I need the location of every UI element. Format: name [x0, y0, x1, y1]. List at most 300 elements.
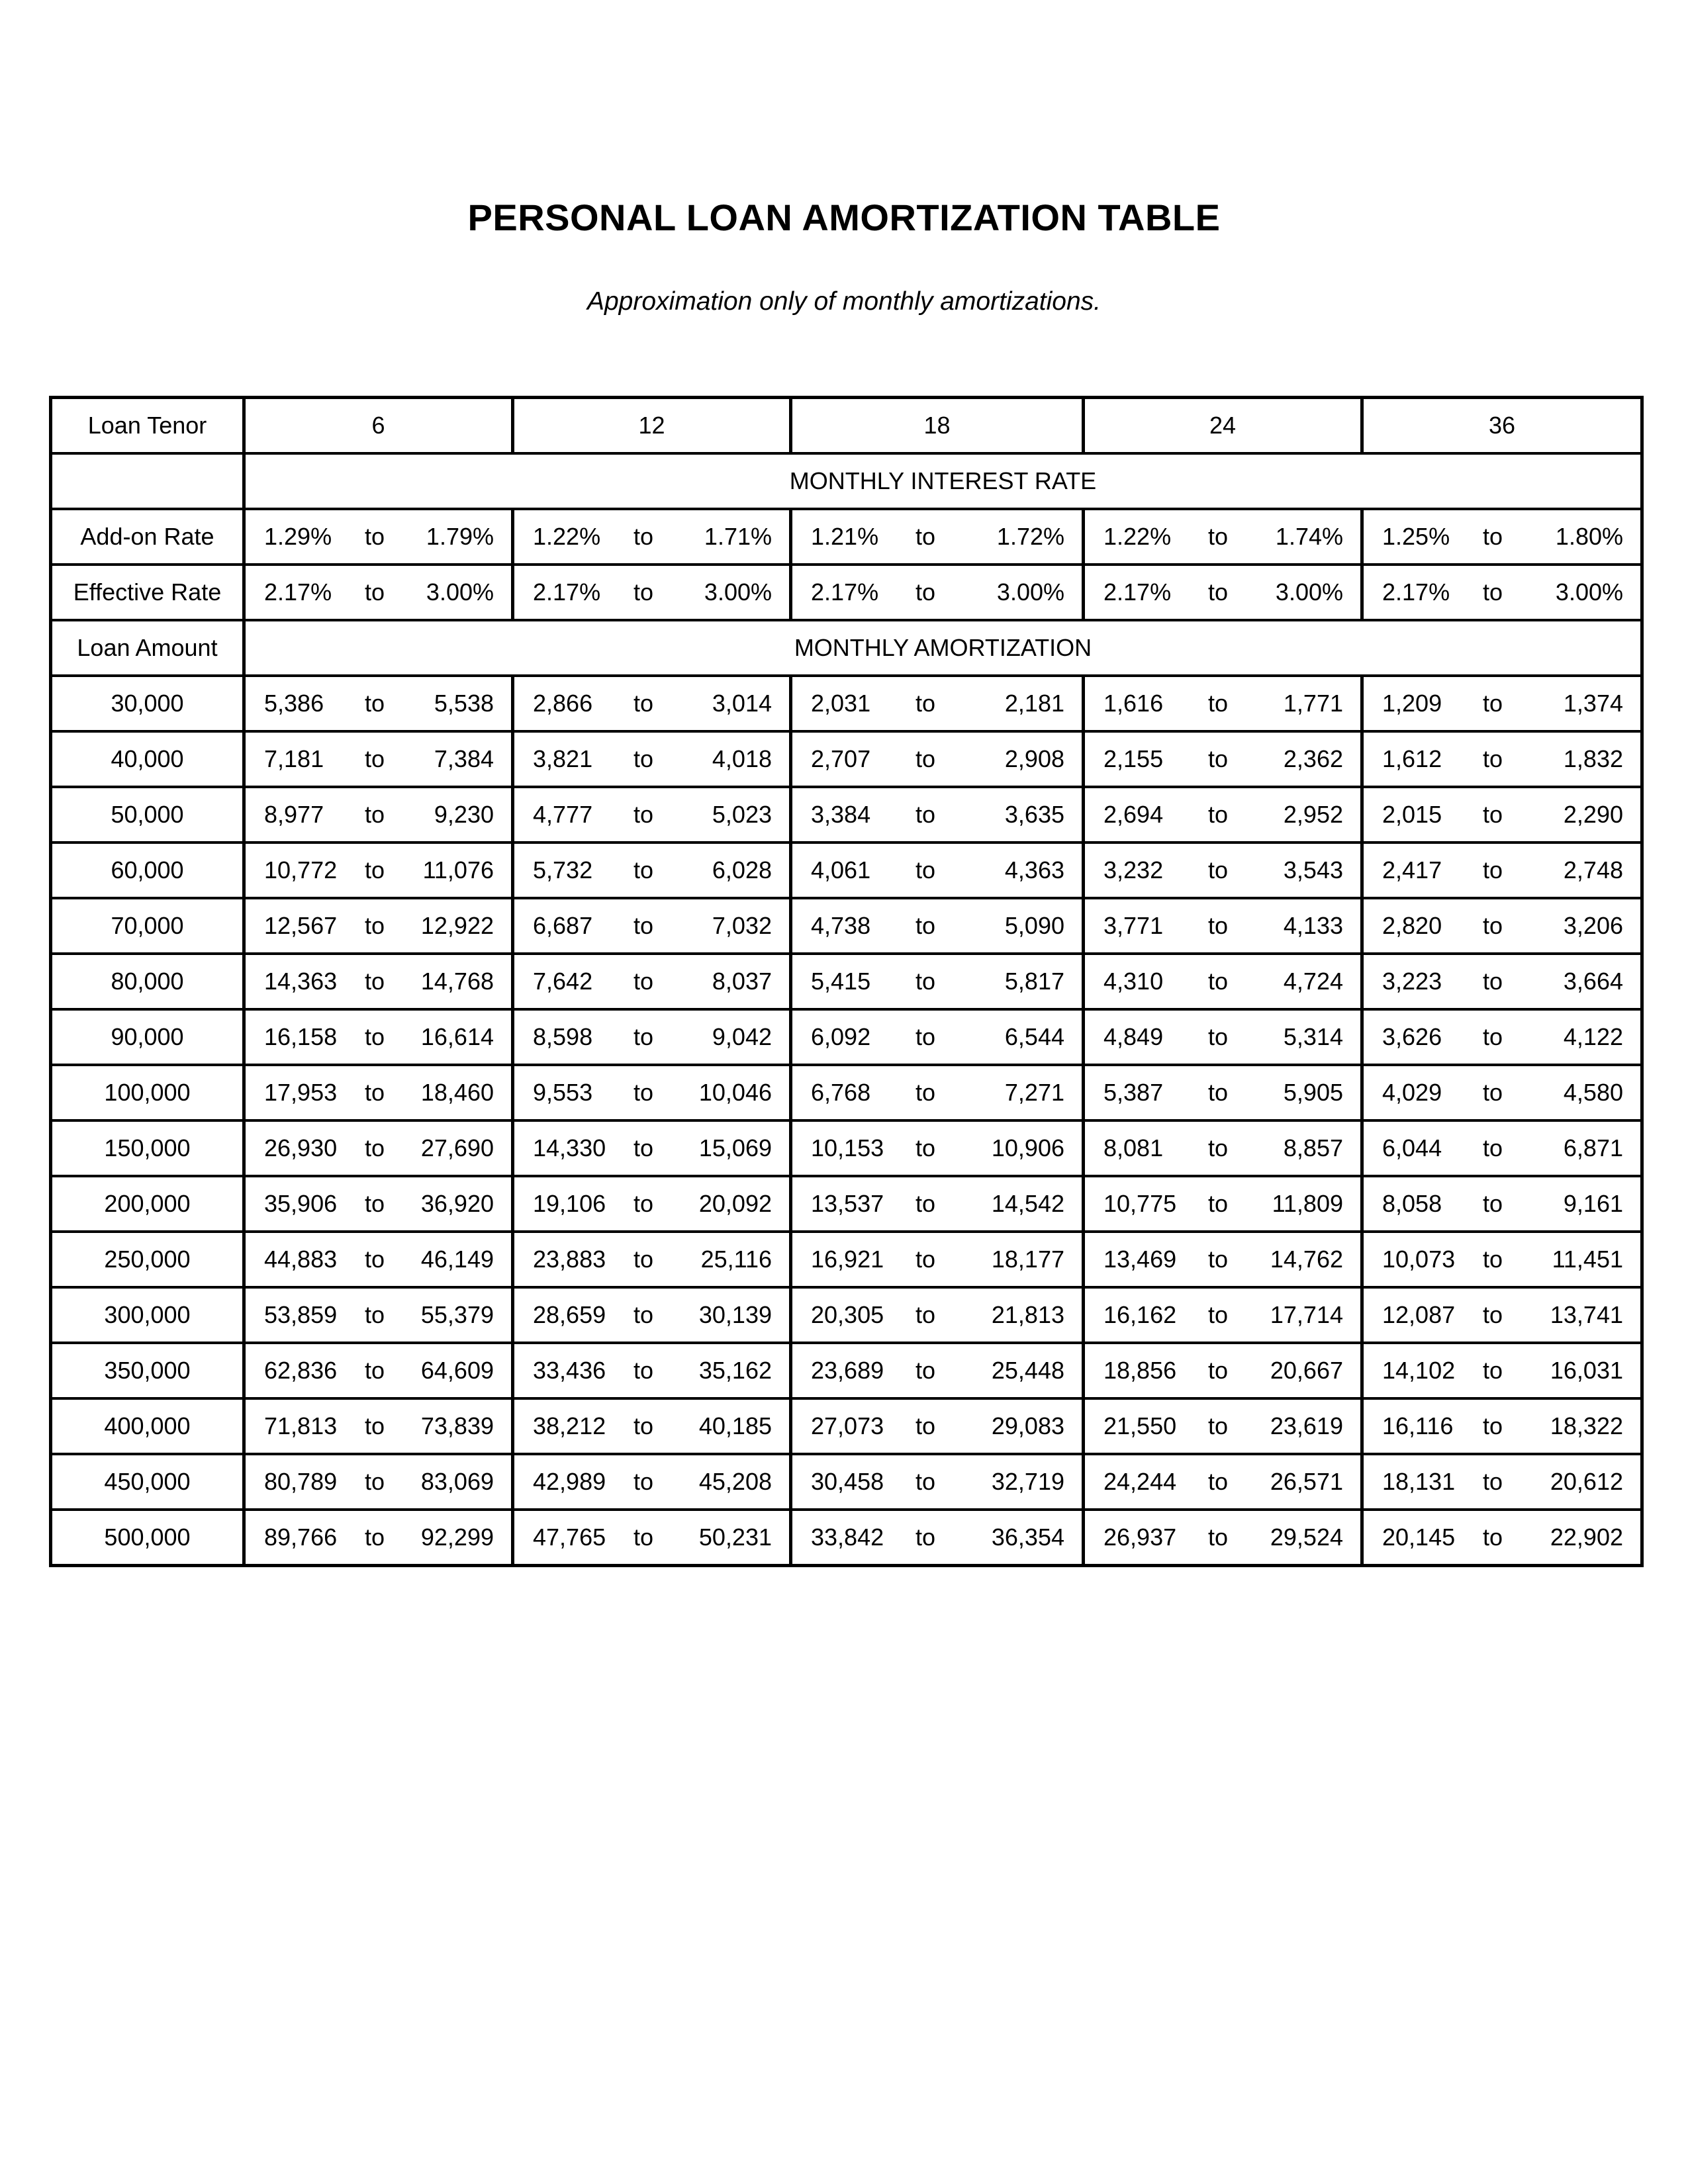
range-high: 25,448: [948, 1343, 1084, 1398]
range-separator: to: [622, 676, 666, 731]
range-high: 3,014: [666, 676, 791, 731]
range-high: 5,538: [397, 676, 513, 731]
loan-amount: 60,000: [51, 842, 244, 898]
range-separator: to: [353, 1232, 397, 1287]
blank-cell: [51, 453, 244, 509]
range-separator: to: [622, 1176, 666, 1232]
range-high: 30,139: [666, 1287, 791, 1343]
document-title: PERSONAL LOAN AMORTIZATION TABLE: [467, 197, 1221, 238]
range-separator: to: [904, 1232, 948, 1287]
range-separator: to: [1196, 731, 1241, 787]
range-low: 2.17%: [513, 565, 622, 620]
range-separator: to: [1196, 1510, 1241, 1566]
range-low: 62,836: [244, 1343, 353, 1398]
range-high: 4,018: [666, 731, 791, 787]
loan-amount: 450,000: [51, 1454, 244, 1510]
range-low: 3,821: [513, 731, 622, 787]
range-separator: to: [622, 1287, 666, 1343]
range-low: 19,106: [513, 1176, 622, 1232]
range-separator: to: [353, 731, 397, 787]
interest-section-label: MONTHLY INTEREST RATE: [244, 453, 1642, 509]
loan-amount: 400,000: [51, 1398, 244, 1454]
range-low: 13,469: [1084, 1232, 1196, 1287]
range-high: 50,231: [666, 1510, 791, 1566]
range-separator: to: [1196, 1398, 1241, 1454]
loan-amount: 90,000: [51, 1009, 244, 1065]
range-high: 29,524: [1241, 1510, 1362, 1566]
range-separator: to: [1196, 1120, 1241, 1176]
range-separator: to: [1471, 898, 1515, 954]
range-low: 3,232: [1084, 842, 1196, 898]
range-low: 1.25%: [1362, 509, 1471, 565]
range-separator: to: [1471, 565, 1515, 620]
range-high: 36,354: [948, 1510, 1084, 1566]
range-separator: to: [622, 509, 666, 565]
range-separator: to: [622, 1398, 666, 1454]
range-high: 3,635: [948, 787, 1084, 842]
range-separator: to: [1196, 842, 1241, 898]
interest-section-row: [51, 453, 1642, 509]
range-separator: to: [353, 954, 397, 1009]
range-high: 14,768: [397, 954, 513, 1009]
range-high: 1.80%: [1515, 509, 1642, 565]
range-high: 5,314: [1241, 1009, 1362, 1065]
loan-amount-row: [51, 1287, 1642, 1343]
range-high: 11,451: [1515, 1232, 1642, 1287]
range-separator: to: [1471, 1176, 1515, 1232]
range-separator: to: [904, 787, 948, 842]
range-high: 40,185: [666, 1398, 791, 1454]
loan-amount: 250,000: [51, 1232, 244, 1287]
range-separator: to: [1471, 1343, 1515, 1398]
range-low: 89,766: [244, 1510, 353, 1566]
range-high: 10,906: [948, 1120, 1084, 1176]
add-on-rate-row: [51, 509, 1642, 565]
range-low: 28,659: [513, 1287, 622, 1343]
range-separator: to: [1471, 842, 1515, 898]
range-separator: to: [904, 565, 948, 620]
loan-amount-row: [51, 898, 1642, 954]
range-low: 2.17%: [1362, 565, 1471, 620]
document-subtitle: Approximation only of monthly amortizations.: [586, 287, 1102, 316]
range-separator: to: [1471, 1065, 1515, 1120]
range-low: 80,789: [244, 1454, 353, 1510]
range-high: 18,322: [1515, 1398, 1642, 1454]
range-high: 3.00%: [1515, 565, 1642, 620]
range-low: 1,209: [1362, 676, 1471, 731]
range-separator: to: [1196, 509, 1241, 565]
range-separator: to: [1471, 676, 1515, 731]
range-low: 33,436: [513, 1343, 622, 1398]
loan-amount-row: [51, 842, 1642, 898]
range-high: 3.00%: [1241, 565, 1362, 620]
range-high: 11,076: [397, 842, 513, 898]
range-low: 5,732: [513, 842, 622, 898]
range-separator: to: [1196, 1065, 1241, 1120]
range-separator: to: [904, 676, 948, 731]
range-high: 4,724: [1241, 954, 1362, 1009]
range-separator: to: [353, 1065, 397, 1120]
range-low: 23,883: [513, 1232, 622, 1287]
range-low: 7,181: [244, 731, 353, 787]
range-separator: to: [904, 1510, 948, 1566]
range-high: 3.00%: [666, 565, 791, 620]
tenor-header: 12: [513, 398, 791, 454]
range-low: 10,775: [1084, 1176, 1196, 1232]
range-low: 18,131: [1362, 1454, 1471, 1510]
range-high: 16,031: [1515, 1343, 1642, 1398]
range-separator: to: [1471, 1454, 1515, 1510]
range-high: 1.71%: [666, 509, 791, 565]
range-separator: to: [353, 787, 397, 842]
range-high: 11,809: [1241, 1176, 1362, 1232]
range-separator: to: [353, 509, 397, 565]
range-high: 46,149: [397, 1232, 513, 1287]
range-low: 5,386: [244, 676, 353, 731]
tenor-label: Loan Tenor: [51, 398, 244, 454]
range-low: 8,977: [244, 787, 353, 842]
range-low: 20,305: [791, 1287, 904, 1343]
range-separator: to: [1471, 1120, 1515, 1176]
range-high: 2,952: [1241, 787, 1362, 842]
range-separator: to: [622, 1232, 666, 1287]
range-low: 5,387: [1084, 1065, 1196, 1120]
range-low: 16,116: [1362, 1398, 1471, 1454]
range-low: 6,687: [513, 898, 622, 954]
loan-amount: 150,000: [51, 1120, 244, 1176]
range-separator: to: [904, 1287, 948, 1343]
range-high: 13,741: [1515, 1287, 1642, 1343]
range-high: 16,614: [397, 1009, 513, 1065]
range-high: 9,042: [666, 1009, 791, 1065]
range-low: 2.17%: [244, 565, 353, 620]
range-low: 12,087: [1362, 1287, 1471, 1343]
range-high: 3,206: [1515, 898, 1642, 954]
range-high: 7,384: [397, 731, 513, 787]
range-separator: to: [904, 1454, 948, 1510]
loan-amount-row: [51, 1065, 1642, 1120]
loan-amount-row: [51, 1454, 1642, 1510]
range-high: 1.79%: [397, 509, 513, 565]
range-low: 2,155: [1084, 731, 1196, 787]
range-high: 83,069: [397, 1454, 513, 1510]
range-separator: to: [622, 731, 666, 787]
range-high: 36,920: [397, 1176, 513, 1232]
range-low: 30,458: [791, 1454, 904, 1510]
range-separator: to: [353, 1176, 397, 1232]
range-low: 6,092: [791, 1009, 904, 1065]
range-high: 26,571: [1241, 1454, 1362, 1510]
range-separator: to: [1471, 731, 1515, 787]
range-separator: to: [622, 565, 666, 620]
loan-amount: 350,000: [51, 1343, 244, 1398]
range-high: 20,092: [666, 1176, 791, 1232]
range-separator: to: [904, 1065, 948, 1120]
range-low: 10,153: [791, 1120, 904, 1176]
range-low: 27,073: [791, 1398, 904, 1454]
range-low: 14,363: [244, 954, 353, 1009]
range-high: 5,023: [666, 787, 791, 842]
range-low: 3,771: [1084, 898, 1196, 954]
range-high: 12,922: [397, 898, 513, 954]
loan-amount-row: [51, 1510, 1642, 1566]
range-high: 5,905: [1241, 1065, 1362, 1120]
range-high: 2,908: [948, 731, 1084, 787]
range-low: 16,921: [791, 1232, 904, 1287]
range-high: 4,580: [1515, 1065, 1642, 1120]
range-low: 18,856: [1084, 1343, 1196, 1398]
range-separator: to: [353, 565, 397, 620]
range-separator: to: [622, 842, 666, 898]
range-low: 13,537: [791, 1176, 904, 1232]
range-low: 17,953: [244, 1065, 353, 1120]
range-separator: to: [1471, 1510, 1515, 1566]
range-high: 1.74%: [1241, 509, 1362, 565]
range-low: 4,777: [513, 787, 622, 842]
range-high: 29,083: [948, 1398, 1084, 1454]
range-low: 1,612: [1362, 731, 1471, 787]
range-separator: to: [904, 898, 948, 954]
loan-amount-label: Loan Amount: [51, 620, 244, 676]
range-low: 16,158: [244, 1009, 353, 1065]
range-separator: to: [353, 1287, 397, 1343]
range-high: 2,748: [1515, 842, 1642, 898]
amortization-section-label: MONTHLY AMORTIZATION: [244, 620, 1642, 676]
range-high: 9,230: [397, 787, 513, 842]
range-high: 18,177: [948, 1232, 1084, 1287]
loan-amount-row: [51, 731, 1642, 787]
range-high: 1,374: [1515, 676, 1642, 731]
range-low: 2,694: [1084, 787, 1196, 842]
range-high: 6,028: [666, 842, 791, 898]
range-low: 6,044: [1362, 1120, 1471, 1176]
range-low: 8,081: [1084, 1120, 1196, 1176]
range-separator: to: [1196, 1176, 1241, 1232]
range-high: 4,363: [948, 842, 1084, 898]
range-separator: to: [1196, 954, 1241, 1009]
effective-rate-row: [51, 565, 1642, 620]
range-low: 26,937: [1084, 1510, 1196, 1566]
range-separator: to: [904, 1176, 948, 1232]
range-low: 14,102: [1362, 1343, 1471, 1398]
range-separator: to: [904, 1398, 948, 1454]
range-separator: to: [1471, 1009, 1515, 1065]
range-low: 24,244: [1084, 1454, 1196, 1510]
range-separator: to: [353, 1009, 397, 1065]
tenor-header: 24: [1084, 398, 1362, 454]
range-low: 4,849: [1084, 1009, 1196, 1065]
tenor-header-row: [51, 398, 1642, 454]
loan-amount-row: [51, 1232, 1642, 1287]
range-high: 3.00%: [397, 565, 513, 620]
range-low: 6,768: [791, 1065, 904, 1120]
table-body: [51, 398, 1642, 1566]
range-low: 23,689: [791, 1343, 904, 1398]
range-low: 12,567: [244, 898, 353, 954]
range-low: 1.22%: [513, 509, 622, 565]
range-separator: to: [1196, 1454, 1241, 1510]
range-low: 2,866: [513, 676, 622, 731]
amortization-table: [49, 396, 1644, 1567]
range-high: 7,271: [948, 1065, 1084, 1120]
range-low: 42,989: [513, 1454, 622, 1510]
range-low: 10,772: [244, 842, 353, 898]
range-low: 2,015: [1362, 787, 1471, 842]
range-separator: to: [1196, 1009, 1241, 1065]
range-separator: to: [904, 1120, 948, 1176]
range-high: 6,544: [948, 1009, 1084, 1065]
range-low: 20,145: [1362, 1510, 1471, 1566]
range-separator: to: [1471, 1232, 1515, 1287]
range-separator: to: [1471, 1287, 1515, 1343]
range-low: 7,642: [513, 954, 622, 1009]
range-high: 7,032: [666, 898, 791, 954]
range-high: 8,857: [1241, 1120, 1362, 1176]
range-low: 2,417: [1362, 842, 1471, 898]
range-separator: to: [622, 1120, 666, 1176]
range-high: 27,690: [397, 1120, 513, 1176]
range-low: 4,738: [791, 898, 904, 954]
range-low: 5,415: [791, 954, 904, 1009]
amortization-section-row: [51, 620, 1642, 676]
loan-amount: 200,000: [51, 1176, 244, 1232]
range-high: 73,839: [397, 1398, 513, 1454]
range-high: 1.72%: [948, 509, 1084, 565]
range-low: 8,598: [513, 1009, 622, 1065]
loan-amount-row: [51, 787, 1642, 842]
range-high: 20,612: [1515, 1454, 1642, 1510]
range-separator: to: [622, 1009, 666, 1065]
loan-amount: 300,000: [51, 1287, 244, 1343]
range-separator: to: [904, 954, 948, 1009]
range-high: 1,771: [1241, 676, 1362, 731]
range-separator: to: [904, 1009, 948, 1065]
range-high: 14,762: [1241, 1232, 1362, 1287]
range-separator: to: [622, 787, 666, 842]
range-high: 3,543: [1241, 842, 1362, 898]
tenor-header: 6: [244, 398, 513, 454]
range-high: 3.00%: [948, 565, 1084, 620]
range-high: 2,290: [1515, 787, 1642, 842]
range-low: 33,842: [791, 1510, 904, 1566]
range-separator: to: [1196, 787, 1241, 842]
range-high: 3,664: [1515, 954, 1642, 1009]
range-separator: to: [1196, 565, 1241, 620]
range-low: 10,073: [1362, 1232, 1471, 1287]
range-low: 4,310: [1084, 954, 1196, 1009]
range-high: 10,046: [666, 1065, 791, 1120]
tenor-header: 18: [791, 398, 1084, 454]
range-separator: to: [353, 1398, 397, 1454]
range-separator: to: [1471, 1398, 1515, 1454]
range-high: 21,813: [948, 1287, 1084, 1343]
loan-amount: 40,000: [51, 731, 244, 787]
range-separator: to: [1471, 787, 1515, 842]
range-low: 4,061: [791, 842, 904, 898]
range-separator: to: [353, 898, 397, 954]
range-high: 32,719: [948, 1454, 1084, 1510]
range-low: 3,626: [1362, 1009, 1471, 1065]
loan-amount-row: [51, 1398, 1642, 1454]
range-low: 2,820: [1362, 898, 1471, 954]
range-low: 26,930: [244, 1120, 353, 1176]
range-high: 35,162: [666, 1343, 791, 1398]
range-high: 1,832: [1515, 731, 1642, 787]
range-high: 23,619: [1241, 1398, 1362, 1454]
loan-amount: 30,000: [51, 676, 244, 731]
tenor-header: 36: [1362, 398, 1642, 454]
range-high: 4,122: [1515, 1009, 1642, 1065]
range-separator: to: [353, 1120, 397, 1176]
range-low: 9,553: [513, 1065, 622, 1120]
range-high: 45,208: [666, 1454, 791, 1510]
range-low: 16,162: [1084, 1287, 1196, 1343]
range-separator: to: [353, 1510, 397, 1566]
range-low: 3,384: [791, 787, 904, 842]
loan-amount: 50,000: [51, 787, 244, 842]
range-separator: to: [1471, 509, 1515, 565]
range-high: 9,161: [1515, 1176, 1642, 1232]
range-separator: to: [904, 1343, 948, 1398]
range-high: 15,069: [666, 1120, 791, 1176]
range-separator: to: [1196, 1343, 1241, 1398]
add-on-rate-label: Add-on Rate: [51, 509, 244, 565]
range-separator: to: [904, 731, 948, 787]
range-low: 53,859: [244, 1287, 353, 1343]
range-separator: to: [353, 676, 397, 731]
range-separator: to: [1471, 954, 1515, 1009]
range-low: 3,223: [1362, 954, 1471, 1009]
range-low: 4,029: [1362, 1065, 1471, 1120]
range-separator: to: [1196, 676, 1241, 731]
range-separator: to: [622, 1343, 666, 1398]
loan-amount-row: [51, 1120, 1642, 1176]
range-separator: to: [353, 1454, 397, 1510]
loan-amount-row: [51, 1343, 1642, 1398]
range-high: 92,299: [397, 1510, 513, 1566]
range-separator: to: [622, 898, 666, 954]
range-high: 20,667: [1241, 1343, 1362, 1398]
range-high: 17,714: [1241, 1287, 1362, 1343]
range-high: 8,037: [666, 954, 791, 1009]
range-separator: to: [904, 842, 948, 898]
range-low: 2.17%: [791, 565, 904, 620]
range-high: 6,871: [1515, 1120, 1642, 1176]
range-low: 8,058: [1362, 1176, 1471, 1232]
loan-amount: 70,000: [51, 898, 244, 954]
range-low: 35,906: [244, 1176, 353, 1232]
loan-amount-row: [51, 676, 1642, 731]
range-low: 1.29%: [244, 509, 353, 565]
range-high: 25,116: [666, 1232, 791, 1287]
range-high: 18,460: [397, 1065, 513, 1120]
range-separator: to: [622, 1065, 666, 1120]
range-low: 14,330: [513, 1120, 622, 1176]
range-separator: to: [1196, 1232, 1241, 1287]
range-high: 64,609: [397, 1343, 513, 1398]
range-low: 21,550: [1084, 1398, 1196, 1454]
range-low: 44,883: [244, 1232, 353, 1287]
range-high: 14,542: [948, 1176, 1084, 1232]
range-high: 2,362: [1241, 731, 1362, 787]
loan-amount-row: [51, 1009, 1642, 1065]
range-separator: to: [622, 1510, 666, 1566]
range-low: 2,707: [791, 731, 904, 787]
loan-amount-row: [51, 1176, 1642, 1232]
range-low: 1,616: [1084, 676, 1196, 731]
range-high: 22,902: [1515, 1510, 1642, 1566]
range-low: 1.22%: [1084, 509, 1196, 565]
